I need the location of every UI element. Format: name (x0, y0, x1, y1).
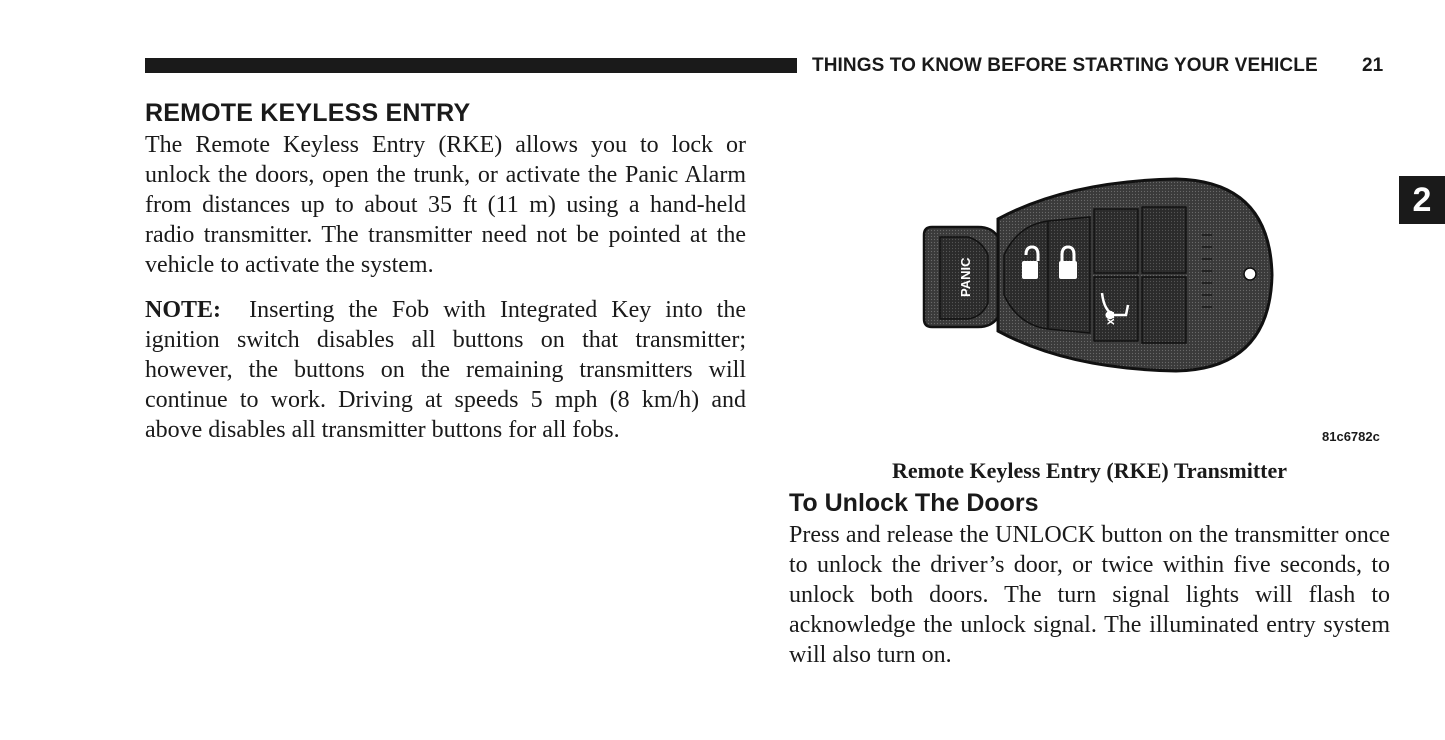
unlock-icon-body (1022, 261, 1038, 279)
header-rule (145, 58, 797, 73)
figure-id: 81c6782c (1322, 429, 1380, 444)
page-number: 21 (1362, 55, 1384, 76)
panic-label: PANIC (958, 257, 973, 297)
chapter-tab: 2 (1399, 176, 1445, 224)
section-heading: REMOTE KEYLESS ENTRY (145, 99, 471, 127)
note-label: NOTE: (145, 297, 222, 323)
note-text: Inserting the Fob with Integrated Key into the ignition switch disables all buttons on that transmitter; however, the buttons on the remaining transmitters will continue to work. Driving at speeds 5 mph (8 km/h) and above disables all transmitter buttons for all fobs. (145, 297, 746, 443)
trunk-x2-label: x2 (1103, 311, 1117, 325)
lock-icon-body (1059, 261, 1077, 279)
note-paragraph (145, 295, 746, 445)
subsection-heading: To Unlock The Doors (789, 489, 1039, 517)
led-indicator (1244, 268, 1256, 280)
key-fob-illustration (918, 175, 1278, 375)
figure-caption: Remote Keyless Entry (RKE) Transmitter (891, 458, 1288, 483)
unlock-paragraph: Press and release the UNLOCK button on the transmitter once to unlock the driver’s door, or twice within five seconds, to unlock both doors. The turn signal lights will flash to acknowledge the unlock signal. The illuminated entry system will also turn on. (789, 522, 1390, 668)
running-header: THINGS TO KNOW BEFORE STARTING YOUR VEHICLE (812, 55, 1318, 76)
intro-paragraph: The Remote Keyless Entry (RKE) allows you to lock or unlock the doors, open the trunk, or activate the Panic Alarm from distances up to about 35 ft (11 m) using a hand-held radio transmitter. The transmitter need not be pointed at the vehicle to activate the system. (145, 132, 746, 278)
